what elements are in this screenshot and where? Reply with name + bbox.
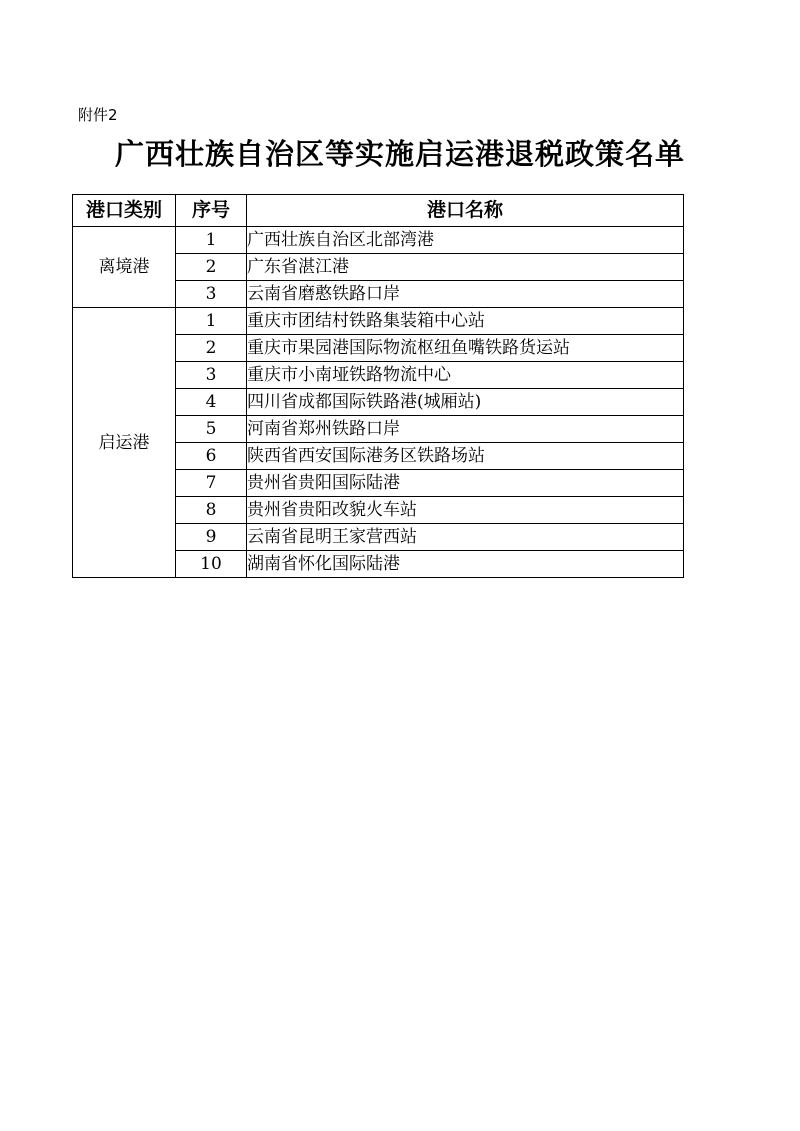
- attachment-label: 附件2: [78, 106, 118, 124]
- port-name-cell: 云南省昆明王家营西站: [247, 524, 684, 551]
- port-list-table: [72, 194, 684, 578]
- sequence-cell: 1: [176, 227, 247, 254]
- table-header-row: [73, 195, 684, 227]
- port-name-cell: 广东省湛江港: [247, 254, 684, 281]
- category-cell-origin: 启运港: [73, 308, 176, 578]
- header-sequence-number: 序号: [176, 195, 247, 227]
- port-name-cell: 四川省成都国际铁路港(城厢站): [247, 389, 684, 416]
- table-row: [73, 308, 684, 335]
- sequence-cell: 5: [176, 416, 247, 443]
- sequence-cell: 4: [176, 389, 247, 416]
- sequence-cell: 1: [176, 308, 247, 335]
- header-port-name: 港口名称: [247, 195, 684, 227]
- sequence-cell: 8: [176, 497, 247, 524]
- port-name-cell: 重庆市小南垭铁路物流中心: [247, 362, 684, 389]
- port-name-cell: 重庆市果园港国际物流枢纽鱼嘴铁路货运站: [247, 335, 684, 362]
- port-name-cell: 云南省磨憨铁路口岸: [247, 281, 684, 308]
- document-title: 广西壮族自治区等实施启运港退税政策名单: [114, 137, 685, 171]
- sequence-cell: 2: [176, 254, 247, 281]
- sequence-cell: 10: [176, 551, 247, 578]
- category-cell-departure: 离境港: [73, 227, 176, 308]
- sequence-cell: 6: [176, 443, 247, 470]
- header-port-category: 港口类别: [73, 195, 176, 227]
- port-name-cell: 陕西省西安国际港务区铁路场站: [247, 443, 684, 470]
- table-row: [73, 227, 684, 254]
- port-name-cell: 广西壮族自治区北部湾港: [247, 227, 684, 254]
- port-name-cell: 河南省郑州铁路口岸: [247, 416, 684, 443]
- sequence-cell: 2: [176, 335, 247, 362]
- sequence-cell: 9: [176, 524, 247, 551]
- sequence-cell: 3: [176, 362, 247, 389]
- sequence-cell: 7: [176, 470, 247, 497]
- port-name-cell: 贵州省贵阳国际陆港: [247, 470, 684, 497]
- sequence-cell: 3: [176, 281, 247, 308]
- port-name-cell: 贵州省贵阳改貌火车站: [247, 497, 684, 524]
- port-name-cell: 湖南省怀化国际陆港: [247, 551, 684, 578]
- port-name-cell: 重庆市团结村铁路集装箱中心站: [247, 308, 684, 335]
